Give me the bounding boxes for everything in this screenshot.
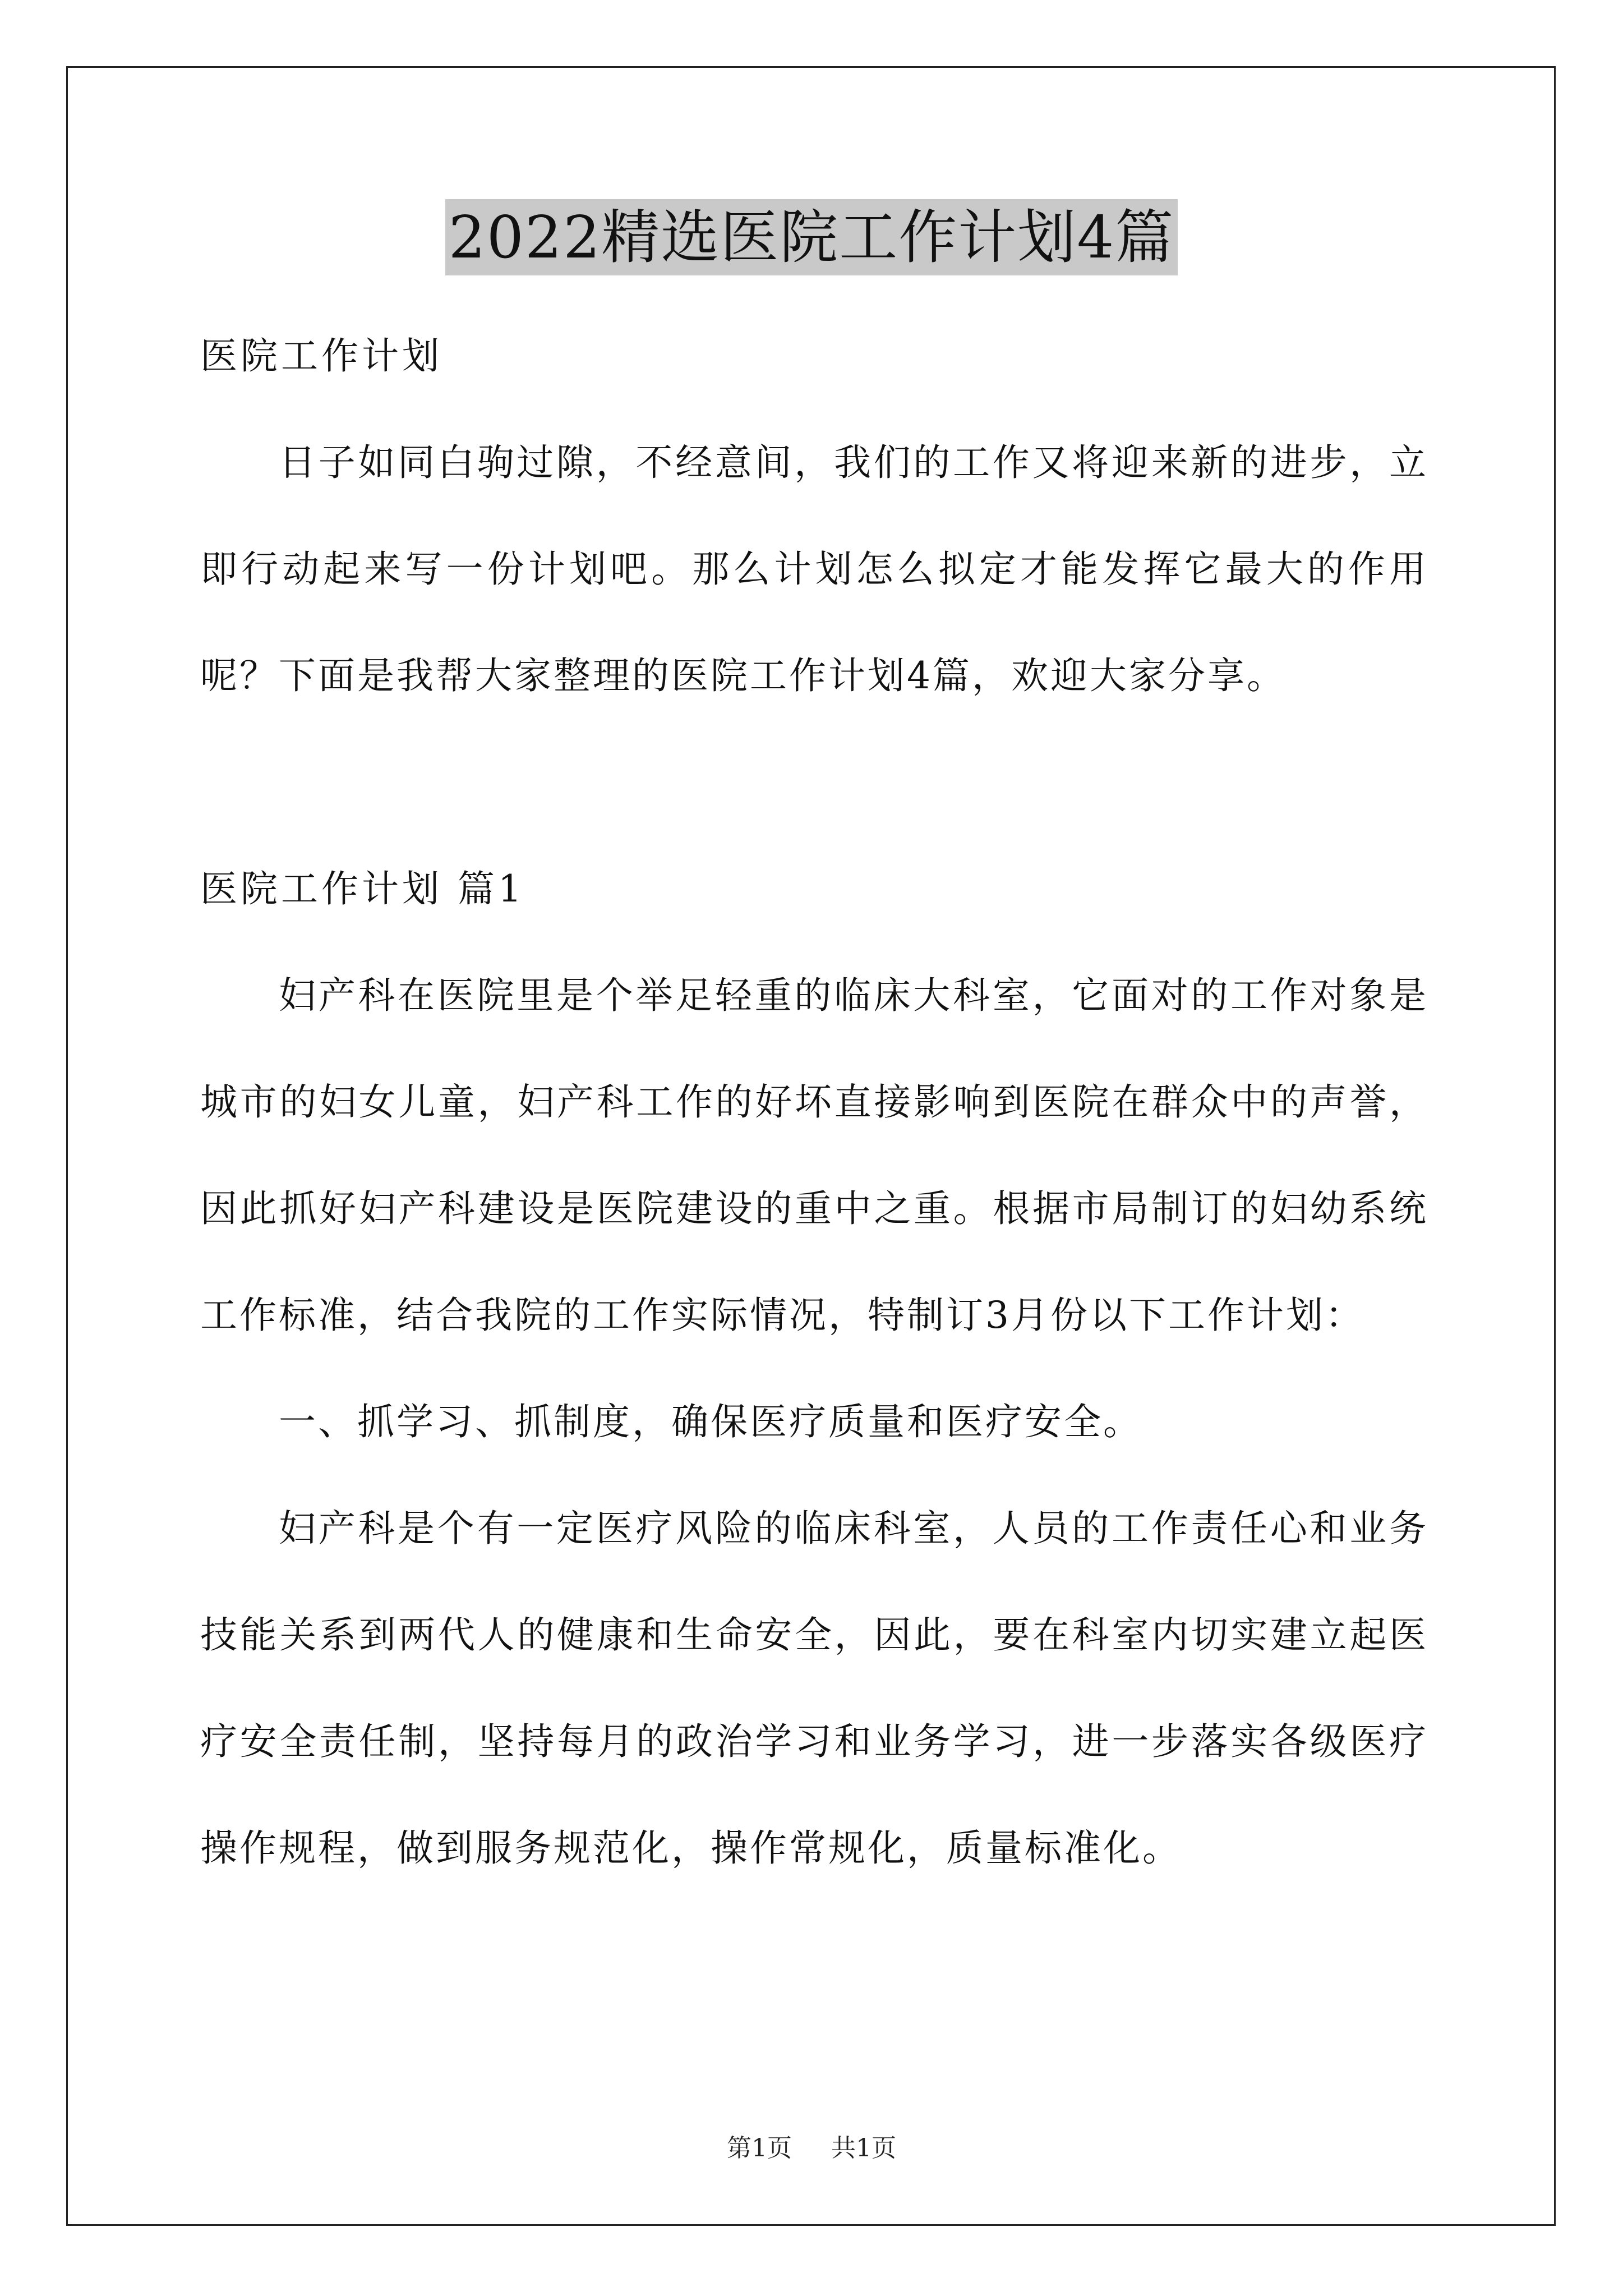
- title-container: [0, 199, 1623, 275]
- part1-paragraph-1: 妇产科在医院里是个举足轻重的临床大科室，它面对的工作对象是城市的妇女儿童，妇产科工作的好坏直接影响到医院在群众中的声誉，因此抓好妇产科建设是医院建设的重中之重。根据市局制订的妇幼系统工作标准，结合我院的工作实际情况，特制订3月份以下工作计划：: [200, 974, 1428, 1337]
- blank-line: [200, 729, 1428, 836]
- part1-heading: 医院工作计划 篇1: [200, 867, 525, 910]
- section-heading: 医院工作计划: [200, 334, 442, 378]
- page-number-total: 共1页: [831, 2134, 896, 2162]
- page-footer: [0, 2132, 1623, 2165]
- part1-paragraph-2: 一、抓学习、抓制度，确保医疗质量和医疗安全。: [279, 1400, 1142, 1443]
- intro-paragraph: 日子如同白驹过隙，不经意间，我们的工作又将迎来新的进步，立即行动起来写一份计划吧。那么计划怎么拟定才能发挥它最大的作用呢？下面是我帮大家整理的医院工作计划4篇，欢迎大家分享。: [200, 441, 1428, 697]
- part1-paragraph-3: 妇产科是个有一定医疗风险的临床科室，人员的工作责任心和业务技能关系到两代人的健康和生命安全，因此，要在科室内切实建立起医疗安全责任制，坚持每月的政治学习和业务学习，进一步落实各级医疗操作规程，做到服务规范化，操作常规化，质量标准化。: [200, 1507, 1428, 1870]
- document-title: 2022精选医院工作计划4篇: [445, 199, 1178, 275]
- page-number-current: 第1页: [727, 2134, 792, 2162]
- document-body: [200, 303, 1428, 1902]
